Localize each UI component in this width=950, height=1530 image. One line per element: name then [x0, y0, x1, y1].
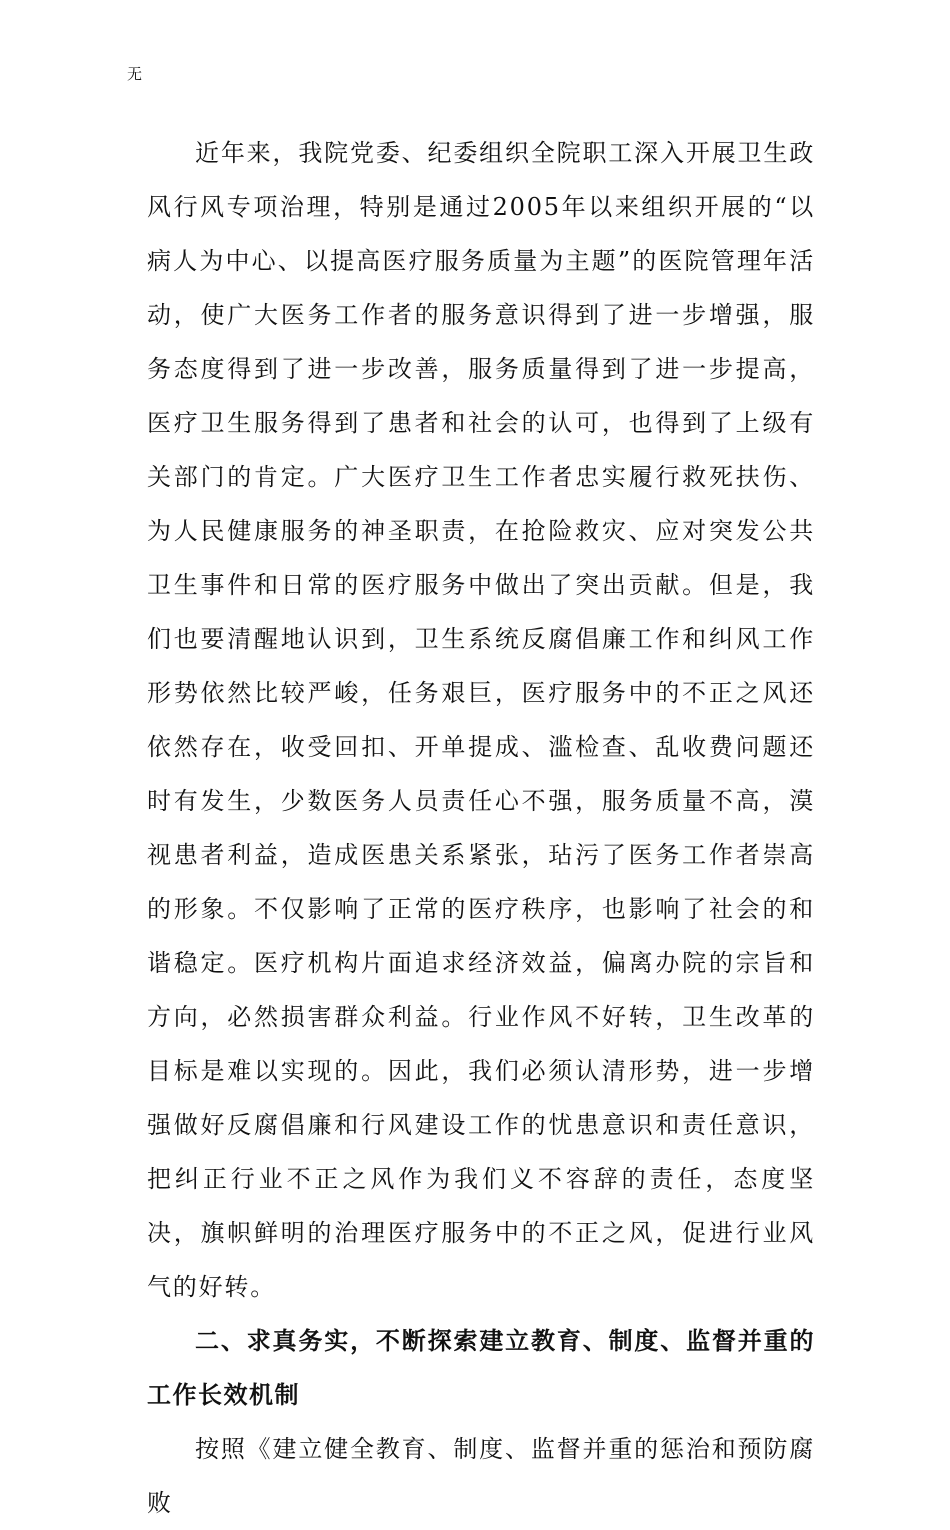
- paragraph-mechanism: 按照《建立健全教育、制度、监督并重的惩治和预防腐败: [147, 1435, 815, 1517]
- paragraph-situation: 近年来，我院党委、纪委组织全院职工深入开展卫生政风行风专项治理，特别是通过2005年以来组织开展的“以病人为中心、以提高医疗服务质量为主题”的医院管理年活动，使广大医务工作者的服务意识得到了进一步增强，服务态度得到了进一步改善，服务质量得到了进一步提高，医疗卫生服务得到了患者和社会的认可，也得到了上级有关部门的肯定。广大医疗卫生工作者忠实履行救死扶伤、为人民健康服务的神圣职责，在抢险救灾、应对突发公共卫生事件和日常的医疗服务中做出了突出贡献。但是，我们也要清醒地认识到，卫生系统反腐倡廉工作和纠风工作形势依然比较严峻，任务艰巨，医疗服务中的不正之风还依然存在，收受回扣、开单提成、滥检查、乱收费问题还时有发生，少数医务人员责任心不强，服务质量不高，漠视患者利益，造成医患关系紧张，玷污了医务工作者崇高的形象。不仅影响了正常的医疗秩序，也影响了社会的和谐稳定。医疗机构片面追求经济效益，偏离办院的宗旨和方向，必然损害群众利益。行业作风不好转，卫生改革的目标是难以实现的。因此，我们必须认清形势，进一步增强做好反腐倡廉和行风建设工作的忧患意识和责任意识，把纠正行业不正之风作为我们义不容辞的责任，态度坚决，旗帜鲜明的治理医疗服务中的不正之风，促进行业风气的好转。: [147, 139, 815, 1301]
- section-heading-2: 二、求真务实，不断探索建立教育、制度、监督并重的工作长效机制: [147, 1327, 815, 1409]
- header-mark: 无: [127, 65, 143, 83]
- document-body: [147, 126, 815, 1530]
